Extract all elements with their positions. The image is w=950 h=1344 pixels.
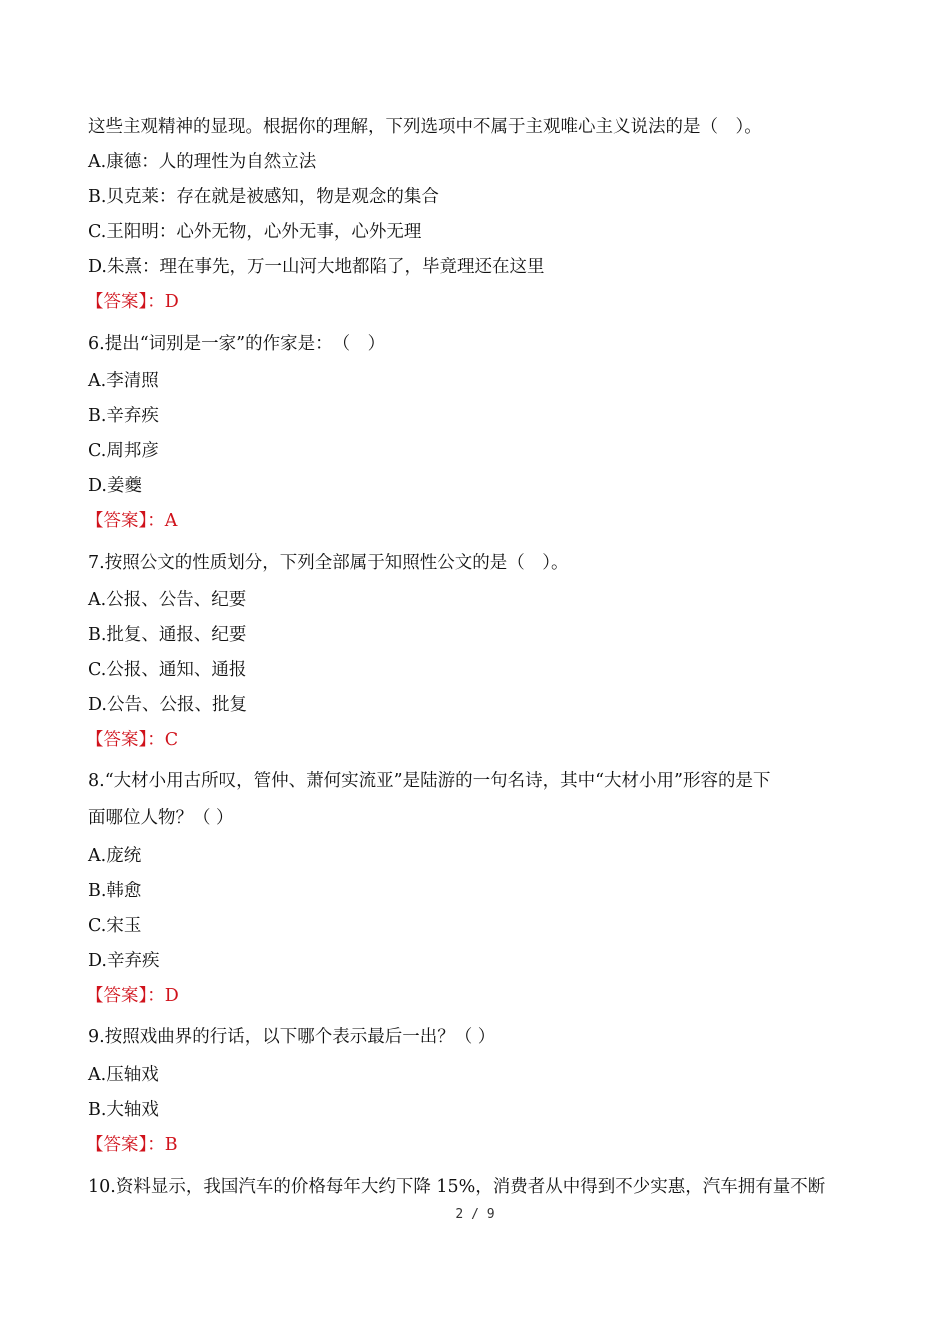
q6-option-d: D.姜夔: [88, 476, 142, 496]
q9-option-a: A.压轴戏: [88, 1065, 159, 1085]
q7-option-a: A.公报、公告、纪要: [88, 590, 247, 610]
q5-option-b: B.贝克莱：存在就是被感知，物是观念的集合: [88, 187, 439, 207]
q5-option-c: C.王阳明：心外无物，心外无事，心外无理: [88, 222, 422, 242]
q5-answer: 【答案】：D: [86, 292, 179, 312]
q8-stem-line-1: 8.“大材小用古所叹，管仲、萧何实流亚”是陆游的一句名诗，其中“大材小用”形容的是下: [88, 771, 771, 791]
q6-answer: 【答案】：A: [86, 511, 178, 531]
page-number: 2 / 9: [455, 1207, 495, 1222]
q10-stem-line-1: 10.资料显示，我国汽车的价格每年大约下降 15%，消费者从中得到不少实惠，汽车拥有量不断: [88, 1177, 826, 1197]
q7-option-d: D.公告、公报、批复: [88, 695, 247, 715]
q8-option-c: C.宋玉: [88, 916, 142, 936]
q8-answer: 【答案】：D: [86, 986, 179, 1006]
q5-option-a: A.康德：人的理性为自然立法: [88, 152, 317, 172]
q8-option-a: A.庞统: [88, 846, 142, 866]
q5-option-d: D.朱熹：理在事先，万一山河大地都陷了，毕竟理还在这里: [88, 257, 545, 277]
q6-stem: 6.提出“词别是一家”的作家是： （ ）: [88, 334, 386, 354]
q8-stem-line-2: 面哪位人物？（ ）: [88, 808, 234, 828]
q7-option-c: C.公报、通知、通报: [88, 660, 247, 680]
q8-option-b: B.韩愈: [88, 881, 142, 901]
q9-option-b: B.大轴戏: [88, 1100, 159, 1120]
q9-answer: 【答案】：B: [86, 1135, 178, 1155]
q6-option-b: B.辛弃疾: [88, 406, 159, 426]
q6-option-a: A.李清照: [88, 371, 159, 391]
q5-stem-continuation: 这些主观精神的显现。根据你的理解，下列选项中不属于主观唯心主义说法的是（ ）。: [88, 117, 762, 137]
q7-option-b: B.批复、通报、纪要: [88, 625, 247, 645]
q8-option-d: D.辛弃疾: [88, 951, 160, 971]
q9-stem: 9.按照戏曲界的行话，以下哪个表示最后一出？（ ）: [88, 1027, 496, 1047]
q6-option-c: C.周邦彦: [88, 441, 159, 461]
q7-answer: 【答案】：C: [86, 730, 179, 750]
q7-stem: 7.按照公文的性质划分，下列全部属于知照性公文的是（ ）。: [88, 553, 569, 573]
